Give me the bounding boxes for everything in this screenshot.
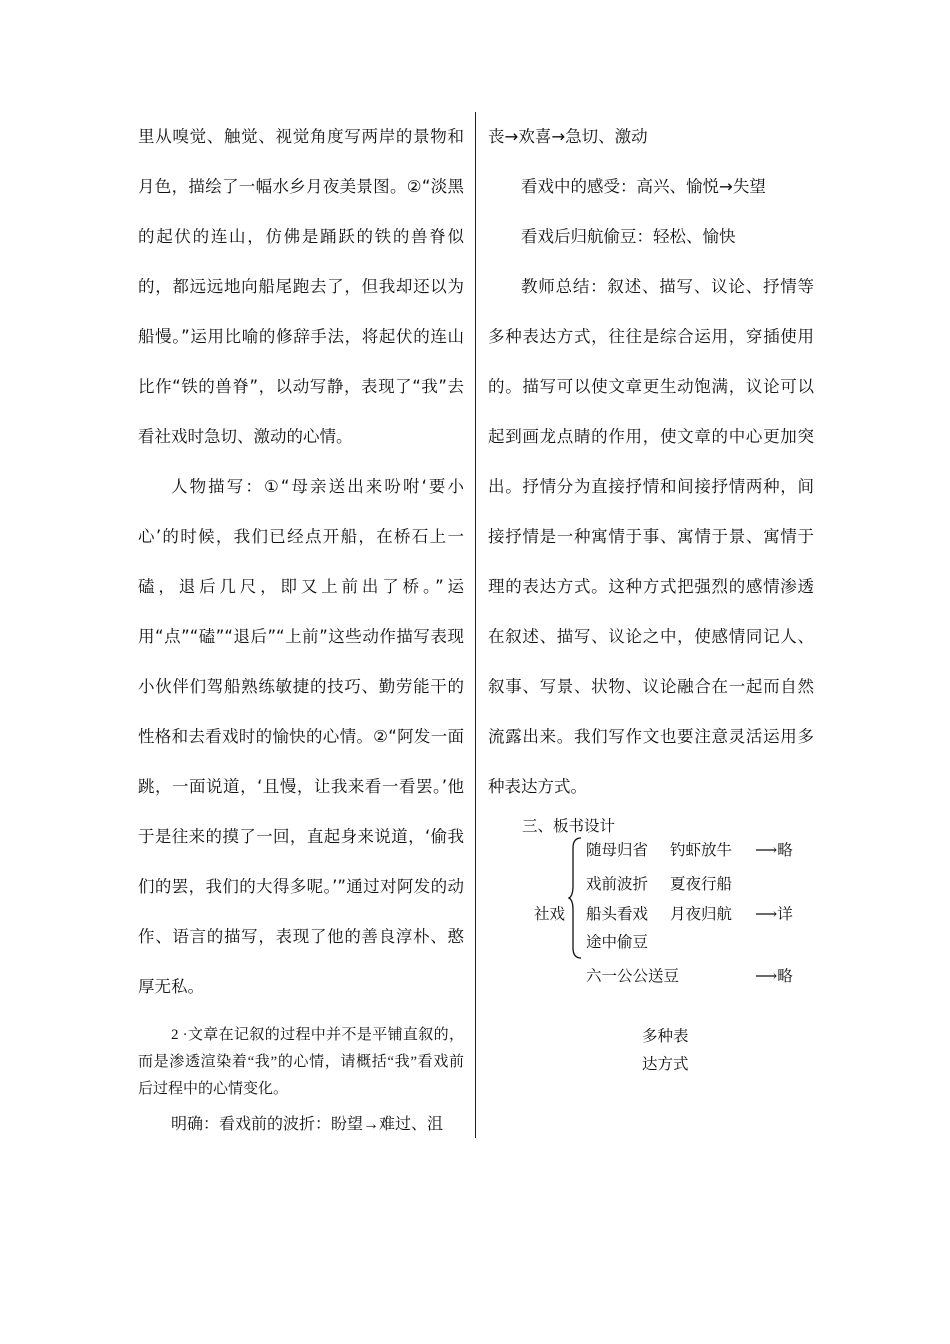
- board-row3-left: 船头看戏: [586, 906, 649, 923]
- curly-brace-icon: [568, 836, 582, 960]
- board-row3-right: 月夜归航: [670, 906, 733, 923]
- question-2-paragraph: 2 ·文章在记叙的过程中并不是平铺直叙的，而是渗透渲染着“我”的心情，请概括“我”看戏前后过程中的心情变化。: [138, 1027, 464, 1097]
- board-row4-left: 途中偷豆: [586, 934, 649, 951]
- character-description-paragraph: 人物描写：①“母亲送出来吩咐‘要小心’的时候，我们已经点开船，在桥石上一磕，退后几尺，即又上前出了桥。”运用“点”“磕”“退后”“上前”这些动作描写表现小伙伴们驾船熟练敏捷的技巧、勤劳能干的性格和去看戏时的愉快的心情。②“阿发一面跳，一面说道，‘且慢，让我来看一看罢。’他于是往来的摸了一回，直起身来说道，‘偷我们的罢，我们的大得多呢。’”通过对阿发的动作、语言的描写，表现了他的善良淳朴、憨厚无私。: [138, 477, 464, 996]
- mood-after-play: 看戏后归航偷豆：轻松、愉快: [521, 227, 736, 246]
- board-footer-line2: 达方式: [642, 1056, 689, 1073]
- board-row5-arrow: ⟶略: [755, 968, 793, 985]
- board-root-label: 社戏: [534, 906, 566, 923]
- board-row3-arrow: ⟶详: [755, 906, 793, 923]
- board-row2-left: 戏前波折: [586, 876, 649, 893]
- board-footer-line1: 多种表: [642, 1028, 689, 1045]
- board-row1-arrow: ⟶略: [755, 842, 793, 859]
- board-row1-left: 随母归省: [586, 842, 649, 859]
- teacher-summary-paragraph: 教师总结：叙述、描写、议论、抒情等多种表达方式，往往是综合运用，穿插使用的。描写可以使文章更生动饱满，议论可以起到画龙点睛的作用，使文章的中心更加突出。抒情分为直接抒情和间接抒情两种，间接抒情是一种寓情于事、寓情于景、寓情于理的表达方式。这种方式把强烈的感情渗透在叙述、描写、议论之中，使感情同记人、叙事、写景、状物、议论融合在一起而自然流露出来。我们写作文也要注意灵活运用多种表达方式。: [488, 277, 814, 796]
- column-divider: [475, 112, 476, 1138]
- answer-paragraph: 明确：看戏前的波折：盼望→难过、沮: [171, 1116, 444, 1133]
- board-row5-left: 六一公公送豆: [586, 968, 680, 985]
- scenery-analysis-paragraph: 里从嗅觉、触觉、视觉角度写两岸的景物和月色，描绘了一幅水乡月夜美景图。②“淡黑的起伏的连山，仿佛是踊跃的铁的兽脊似的，都远远地向船尾跑去了，但我却还以为船慢。”运用比喻的修辞手法，将起伏的连山比作“铁的兽脊”，以动写静，表现了“我”去看社戏时急切、激动的心情。: [138, 127, 464, 446]
- mood-during-play: 看戏中的感受：高兴、愉悦→失望: [521, 177, 766, 196]
- right-column: [488, 112, 814, 812]
- board-row1-right: 钓虾放牛: [670, 842, 733, 859]
- board-heading: 三、板书设计: [522, 818, 616, 835]
- answer-continuation: 丧→欢喜→急切、激动: [488, 127, 648, 146]
- left-column: [138, 112, 464, 1138]
- board-row2-right: 夏夜行船: [670, 876, 733, 893]
